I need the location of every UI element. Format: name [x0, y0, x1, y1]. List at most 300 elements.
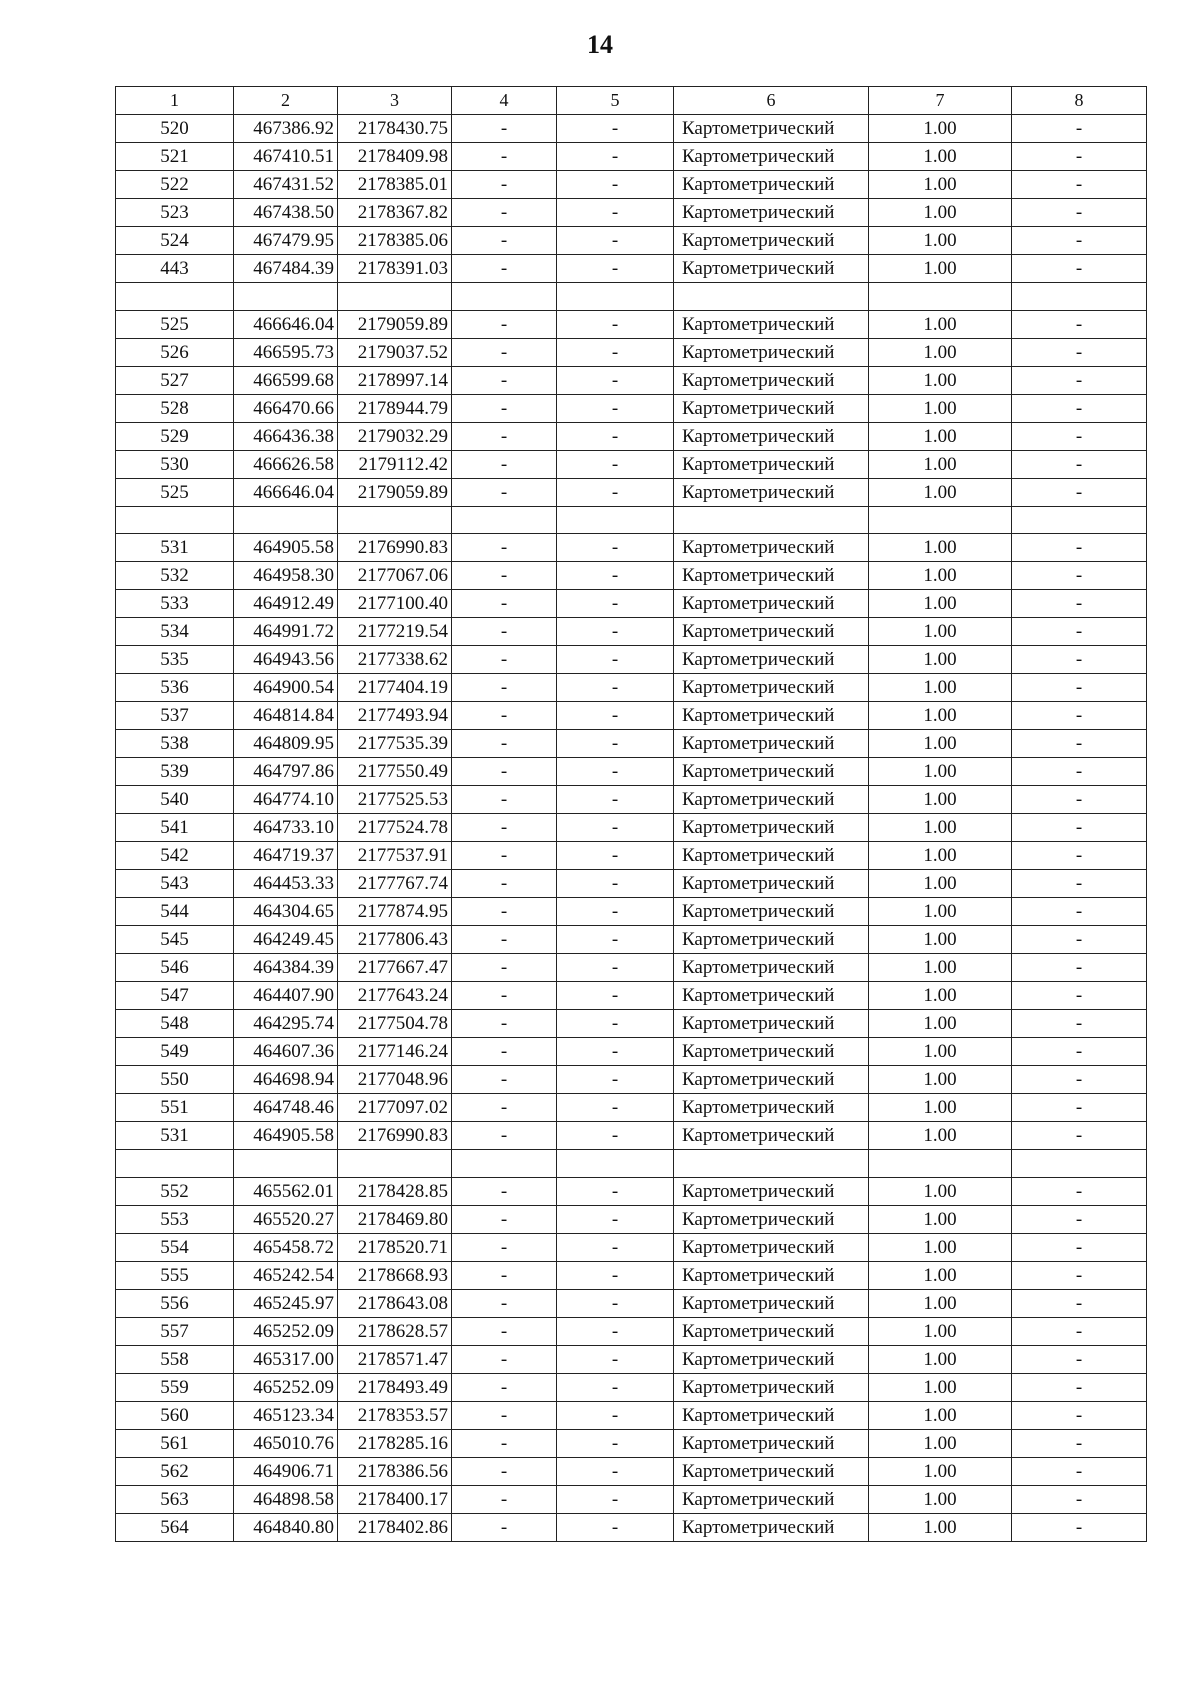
y-coordinate-cell: 2177524.78 [338, 814, 452, 842]
point-number-cell: 534 [116, 618, 234, 646]
col8-cell: - [1012, 1401, 1147, 1429]
x-coordinate-cell: 467431.52 [234, 171, 338, 199]
table-row [116, 450, 1147, 478]
point-number-cell: 537 [116, 702, 234, 730]
accuracy-cell: 1.00 [869, 1205, 1012, 1233]
x-coordinate-cell: 465242.54 [234, 1261, 338, 1289]
x-coordinate-cell: 466595.73 [234, 338, 338, 366]
method-cell: Картометрический [674, 478, 869, 506]
col4-cell: - [452, 898, 557, 926]
col8-cell: - [1012, 1066, 1147, 1094]
table-row [116, 171, 1147, 199]
col5-cell: - [557, 842, 674, 870]
table-row [116, 534, 1147, 562]
col8-cell: - [1012, 618, 1147, 646]
accuracy-cell: 1.00 [869, 870, 1012, 898]
table-row [116, 954, 1147, 982]
x-coordinate-cell: 464809.95 [234, 730, 338, 758]
y-coordinate-cell: 2178469.80 [338, 1205, 452, 1233]
col4-cell: - [452, 842, 557, 870]
method-cell: Картометрический [674, 171, 869, 199]
method-cell: Картометрический [674, 982, 869, 1010]
col5-cell: - [557, 954, 674, 982]
point-number-cell: 540 [116, 786, 234, 814]
col8-cell: - [1012, 842, 1147, 870]
accuracy-cell: 1.00 [869, 394, 1012, 422]
point-number-cell: 559 [116, 1373, 234, 1401]
col4-cell: - [452, 1038, 557, 1066]
col5-cell: - [557, 898, 674, 926]
col8-cell: - [1012, 590, 1147, 618]
y-coordinate-cell: 2178944.79 [338, 394, 452, 422]
table-row [116, 730, 1147, 758]
method-cell: Картометрический [674, 1233, 869, 1261]
table-row [116, 1233, 1147, 1261]
col5-cell: - [557, 1066, 674, 1094]
table-row [116, 1038, 1147, 1066]
accuracy-cell: 1.00 [869, 478, 1012, 506]
col8-cell: - [1012, 1429, 1147, 1457]
col5-cell: - [557, 1317, 674, 1345]
accuracy-cell: 1.00 [869, 590, 1012, 618]
col5-cell: - [557, 674, 674, 702]
method-cell: Картометрический [674, 786, 869, 814]
y-coordinate-cell: 2179059.89 [338, 310, 452, 338]
x-coordinate-cell: 464607.36 [234, 1038, 338, 1066]
col5-cell: - [557, 1429, 674, 1457]
col8-cell: - [1012, 143, 1147, 171]
table-row [116, 1289, 1147, 1317]
table-row [116, 1345, 1147, 1373]
col4-cell [452, 1150, 557, 1178]
col8-cell: - [1012, 646, 1147, 674]
table-row [116, 199, 1147, 227]
method-cell: Картометрический [674, 1122, 869, 1150]
point-number-cell: 526 [116, 338, 234, 366]
table-row [116, 702, 1147, 730]
method-cell: Картометрический [674, 898, 869, 926]
accuracy-cell: 1.00 [869, 115, 1012, 143]
table-row [116, 283, 1147, 311]
method-cell: Картометрический [674, 758, 869, 786]
table-row [116, 1317, 1147, 1345]
table-row [116, 618, 1147, 646]
method-cell: Картометрический [674, 199, 869, 227]
x-coordinate-cell: 464249.45 [234, 926, 338, 954]
col8-cell: - [1012, 115, 1147, 143]
x-coordinate-cell: 465245.97 [234, 1289, 338, 1317]
col8-cell: - [1012, 898, 1147, 926]
y-coordinate-cell: 2178493.49 [338, 1373, 452, 1401]
col5-cell: - [557, 926, 674, 954]
method-cell [674, 283, 869, 311]
col8-cell: - [1012, 1261, 1147, 1289]
accuracy-cell [869, 506, 1012, 534]
method-cell: Картометрический [674, 1094, 869, 1122]
point-number-cell: 533 [116, 590, 234, 618]
accuracy-cell: 1.00 [869, 926, 1012, 954]
method-cell: Картометрический [674, 422, 869, 450]
y-coordinate-cell: 2179037.52 [338, 338, 452, 366]
x-coordinate-cell: 465252.09 [234, 1373, 338, 1401]
accuracy-cell: 1.00 [869, 1345, 1012, 1373]
point-number-cell: 545 [116, 926, 234, 954]
col8-cell: - [1012, 1345, 1147, 1373]
x-coordinate-cell: 466470.66 [234, 394, 338, 422]
y-coordinate-cell: 2177667.47 [338, 954, 452, 982]
col5-cell: - [557, 310, 674, 338]
method-cell: Картометрический [674, 394, 869, 422]
y-coordinate-cell [338, 506, 452, 534]
col5-cell: - [557, 590, 674, 618]
table-row [116, 870, 1147, 898]
accuracy-cell: 1.00 [869, 758, 1012, 786]
col8-cell: - [1012, 1122, 1147, 1150]
point-number-cell: 530 [116, 450, 234, 478]
accuracy-cell: 1.00 [869, 562, 1012, 590]
accuracy-cell: 1.00 [869, 255, 1012, 283]
col4-cell: - [452, 1233, 557, 1261]
method-cell: Картометрический [674, 814, 869, 842]
table-row [116, 590, 1147, 618]
col8-cell: - [1012, 982, 1147, 1010]
col8-cell [1012, 283, 1147, 311]
col5-cell: - [557, 1289, 674, 1317]
y-coordinate-cell: 2177550.49 [338, 758, 452, 786]
col4-cell: - [452, 478, 557, 506]
col4-cell: - [452, 199, 557, 227]
col5-cell: - [557, 478, 674, 506]
method-cell: Картометрический [674, 674, 869, 702]
col4-cell: - [452, 1345, 557, 1373]
col8-cell: - [1012, 954, 1147, 982]
x-coordinate-cell [234, 1150, 338, 1178]
col4-cell: - [452, 171, 557, 199]
col4-cell: - [452, 450, 557, 478]
point-number-cell: 546 [116, 954, 234, 982]
x-coordinate-cell: 466436.38 [234, 422, 338, 450]
table-row [116, 1177, 1147, 1205]
col5-cell: - [557, 1261, 674, 1289]
header-cell-4: 4 [452, 87, 557, 115]
point-number-cell: 525 [116, 310, 234, 338]
x-coordinate-cell: 464912.49 [234, 590, 338, 618]
col5-cell: - [557, 366, 674, 394]
y-coordinate-cell: 2178668.93 [338, 1261, 452, 1289]
table-row [116, 814, 1147, 842]
col5-cell: - [557, 758, 674, 786]
table-row [116, 310, 1147, 338]
col8-cell: - [1012, 1513, 1147, 1541]
col4-cell: - [452, 338, 557, 366]
accuracy-cell: 1.00 [869, 702, 1012, 730]
col8-cell: - [1012, 394, 1147, 422]
col5-cell: - [557, 730, 674, 758]
table-row [116, 1122, 1147, 1150]
x-coordinate-cell: 467484.39 [234, 255, 338, 283]
accuracy-cell: 1.00 [869, 646, 1012, 674]
x-coordinate-cell: 464733.10 [234, 814, 338, 842]
point-number-cell: 531 [116, 1122, 234, 1150]
point-number-cell: 523 [116, 199, 234, 227]
y-coordinate-cell: 2178430.75 [338, 115, 452, 143]
col4-cell: - [452, 786, 557, 814]
table-row [116, 674, 1147, 702]
method-cell: Картометрический [674, 1205, 869, 1233]
x-coordinate-cell: 464898.58 [234, 1485, 338, 1513]
col8-cell: - [1012, 1094, 1147, 1122]
col8-cell: - [1012, 199, 1147, 227]
col5-cell [557, 283, 674, 311]
x-coordinate-cell: 464958.30 [234, 562, 338, 590]
x-coordinate-cell: 464407.90 [234, 982, 338, 1010]
x-coordinate-cell: 464295.74 [234, 1010, 338, 1038]
point-number-cell: 527 [116, 366, 234, 394]
accuracy-cell: 1.00 [869, 1457, 1012, 1485]
col4-cell: - [452, 730, 557, 758]
y-coordinate-cell: 2178643.08 [338, 1289, 452, 1317]
col5-cell: - [557, 1485, 674, 1513]
col5-cell [557, 506, 674, 534]
col4-cell: - [452, 590, 557, 618]
method-cell: Картометрический [674, 954, 869, 982]
method-cell: Картометрический [674, 1429, 869, 1457]
col4-cell: - [452, 954, 557, 982]
table-header-row [116, 87, 1147, 115]
y-coordinate-cell: 2178997.14 [338, 366, 452, 394]
method-cell: Картометрический [674, 227, 869, 255]
table-row [116, 338, 1147, 366]
accuracy-cell: 1.00 [869, 1401, 1012, 1429]
y-coordinate-cell: 2178402.86 [338, 1513, 452, 1541]
col8-cell: - [1012, 702, 1147, 730]
x-coordinate-cell: 464905.58 [234, 1122, 338, 1150]
method-cell: Картометрический [674, 1066, 869, 1094]
table-row [116, 1010, 1147, 1038]
x-coordinate-cell: 464774.10 [234, 786, 338, 814]
col4-cell: - [452, 1401, 557, 1429]
y-coordinate-cell: 2177404.19 [338, 674, 452, 702]
point-number-cell: 520 [116, 115, 234, 143]
point-number-cell: 556 [116, 1289, 234, 1317]
col8-cell: - [1012, 1317, 1147, 1345]
accuracy-cell: 1.00 [869, 1122, 1012, 1150]
point-number-cell: 521 [116, 143, 234, 171]
col8-cell: - [1012, 450, 1147, 478]
col4-cell: - [452, 366, 557, 394]
point-number-cell: 557 [116, 1317, 234, 1345]
col8-cell [1012, 506, 1147, 534]
col4-cell [452, 283, 557, 311]
col5-cell: - [557, 1233, 674, 1261]
col5-cell: - [557, 338, 674, 366]
method-cell [674, 506, 869, 534]
col8-cell: - [1012, 1485, 1147, 1513]
col5-cell: - [557, 1010, 674, 1038]
y-coordinate-cell: 2178520.71 [338, 1233, 452, 1261]
y-coordinate-cell: 2177146.24 [338, 1038, 452, 1066]
col8-cell: - [1012, 255, 1147, 283]
y-coordinate-cell: 2179112.42 [338, 450, 452, 478]
x-coordinate-cell: 464748.46 [234, 1094, 338, 1122]
accuracy-cell: 1.00 [869, 1233, 1012, 1261]
point-number-cell: 532 [116, 562, 234, 590]
y-coordinate-cell: 2177097.02 [338, 1094, 452, 1122]
col5-cell: - [557, 646, 674, 674]
y-coordinate-cell: 2178391.03 [338, 255, 452, 283]
col5-cell: - [557, 1345, 674, 1373]
accuracy-cell: 1.00 [869, 422, 1012, 450]
method-cell: Картометрический [674, 1317, 869, 1345]
col4-cell: - [452, 422, 557, 450]
x-coordinate-cell: 464384.39 [234, 954, 338, 982]
col4-cell: - [452, 814, 557, 842]
col5-cell: - [557, 450, 674, 478]
col5-cell: - [557, 618, 674, 646]
accuracy-cell: 1.00 [869, 730, 1012, 758]
y-coordinate-cell: 2177525.53 [338, 786, 452, 814]
y-coordinate-cell: 2178285.16 [338, 1429, 452, 1457]
accuracy-cell: 1.00 [869, 982, 1012, 1010]
point-number-cell: 522 [116, 171, 234, 199]
x-coordinate-cell: 464943.56 [234, 646, 338, 674]
point-number-cell: 549 [116, 1038, 234, 1066]
point-number-cell: 544 [116, 898, 234, 926]
x-coordinate-cell: 464900.54 [234, 674, 338, 702]
x-coordinate-cell [234, 506, 338, 534]
col8-cell: - [1012, 1010, 1147, 1038]
accuracy-cell: 1.00 [869, 842, 1012, 870]
method-cell: Картометрический [674, 1457, 869, 1485]
y-coordinate-cell: 2178385.06 [338, 227, 452, 255]
x-coordinate-cell: 465520.27 [234, 1205, 338, 1233]
header-cell-2: 2 [234, 87, 338, 115]
col4-cell: - [452, 1317, 557, 1345]
col5-cell: - [557, 1205, 674, 1233]
accuracy-cell: 1.00 [869, 450, 1012, 478]
col4-cell: - [452, 618, 557, 646]
table-row [116, 1373, 1147, 1401]
col5-cell: - [557, 171, 674, 199]
col4-cell: - [452, 1177, 557, 1205]
col8-cell: - [1012, 1177, 1147, 1205]
col4-cell: - [452, 1066, 557, 1094]
col8-cell [1012, 1150, 1147, 1178]
y-coordinate-cell: 2177338.62 [338, 646, 452, 674]
point-number-cell: 543 [116, 870, 234, 898]
col4-cell: - [452, 1289, 557, 1317]
col4-cell: - [452, 1485, 557, 1513]
accuracy-cell: 1.00 [869, 674, 1012, 702]
y-coordinate-cell: 2177504.78 [338, 1010, 452, 1038]
y-coordinate-cell [338, 283, 452, 311]
table-row [116, 1094, 1147, 1122]
x-coordinate-cell: 465123.34 [234, 1401, 338, 1429]
col8-cell: - [1012, 227, 1147, 255]
y-coordinate-cell: 2177537.91 [338, 842, 452, 870]
col5-cell: - [557, 143, 674, 171]
point-number-cell: 529 [116, 422, 234, 450]
method-cell: Картометрический [674, 870, 869, 898]
accuracy-cell: 1.00 [869, 1289, 1012, 1317]
col8-cell: - [1012, 478, 1147, 506]
method-cell: Картометрический [674, 618, 869, 646]
point-number-cell: 443 [116, 255, 234, 283]
accuracy-cell: 1.00 [869, 171, 1012, 199]
table-row [116, 758, 1147, 786]
method-cell: Картометрический [674, 450, 869, 478]
col8-cell: - [1012, 422, 1147, 450]
method-cell: Картометрический [674, 1010, 869, 1038]
col4-cell [452, 506, 557, 534]
point-number-cell: 555 [116, 1261, 234, 1289]
y-coordinate-cell: 2176990.83 [338, 1122, 452, 1150]
point-number-cell: 525 [116, 478, 234, 506]
col8-cell: - [1012, 338, 1147, 366]
table-row [116, 982, 1147, 1010]
y-coordinate-cell: 2177806.43 [338, 926, 452, 954]
method-cell: Картометрический [674, 1485, 869, 1513]
col8-cell: - [1012, 1289, 1147, 1317]
col5-cell: - [557, 814, 674, 842]
y-coordinate-cell: 2178385.01 [338, 171, 452, 199]
accuracy-cell: 1.00 [869, 1177, 1012, 1205]
col4-cell: - [452, 1094, 557, 1122]
col5-cell [557, 1150, 674, 1178]
y-coordinate-cell: 2177535.39 [338, 730, 452, 758]
y-coordinate-cell: 2179032.29 [338, 422, 452, 450]
accuracy-cell: 1.00 [869, 618, 1012, 646]
point-number-cell: 554 [116, 1233, 234, 1261]
x-coordinate-cell: 466599.68 [234, 366, 338, 394]
page-number: 14 [587, 30, 613, 59]
y-coordinate-cell: 2177100.40 [338, 590, 452, 618]
method-cell: Картометрический [674, 702, 869, 730]
point-number-cell: 535 [116, 646, 234, 674]
table-row [116, 646, 1147, 674]
accuracy-cell: 1.00 [869, 1094, 1012, 1122]
x-coordinate-cell: 465252.09 [234, 1317, 338, 1345]
col4-cell: - [452, 758, 557, 786]
table-row [116, 506, 1147, 534]
x-coordinate-cell: 466626.58 [234, 450, 338, 478]
col4-cell: - [452, 646, 557, 674]
y-coordinate-cell: 2178400.17 [338, 1485, 452, 1513]
col8-cell: - [1012, 786, 1147, 814]
y-coordinate-cell: 2177067.06 [338, 562, 452, 590]
method-cell: Картометрический [674, 534, 869, 562]
table-row [116, 1401, 1147, 1429]
x-coordinate-cell [234, 283, 338, 311]
table-row [116, 115, 1147, 143]
col4-cell: - [452, 1122, 557, 1150]
accuracy-cell: 1.00 [869, 310, 1012, 338]
accuracy-cell [869, 1150, 1012, 1178]
method-cell: Картометрический [674, 590, 869, 618]
accuracy-cell [869, 283, 1012, 311]
point-number-cell [116, 506, 234, 534]
col5-cell: - [557, 982, 674, 1010]
method-cell: Картометрический [674, 562, 869, 590]
y-coordinate-cell: 2177048.96 [338, 1066, 452, 1094]
point-number-cell: 528 [116, 394, 234, 422]
method-cell: Картометрический [674, 1038, 869, 1066]
table-row [116, 1066, 1147, 1094]
method-cell: Картометрический [674, 1373, 869, 1401]
y-coordinate-cell: 2177643.24 [338, 982, 452, 1010]
col4-cell: - [452, 394, 557, 422]
table-row [116, 1513, 1147, 1541]
